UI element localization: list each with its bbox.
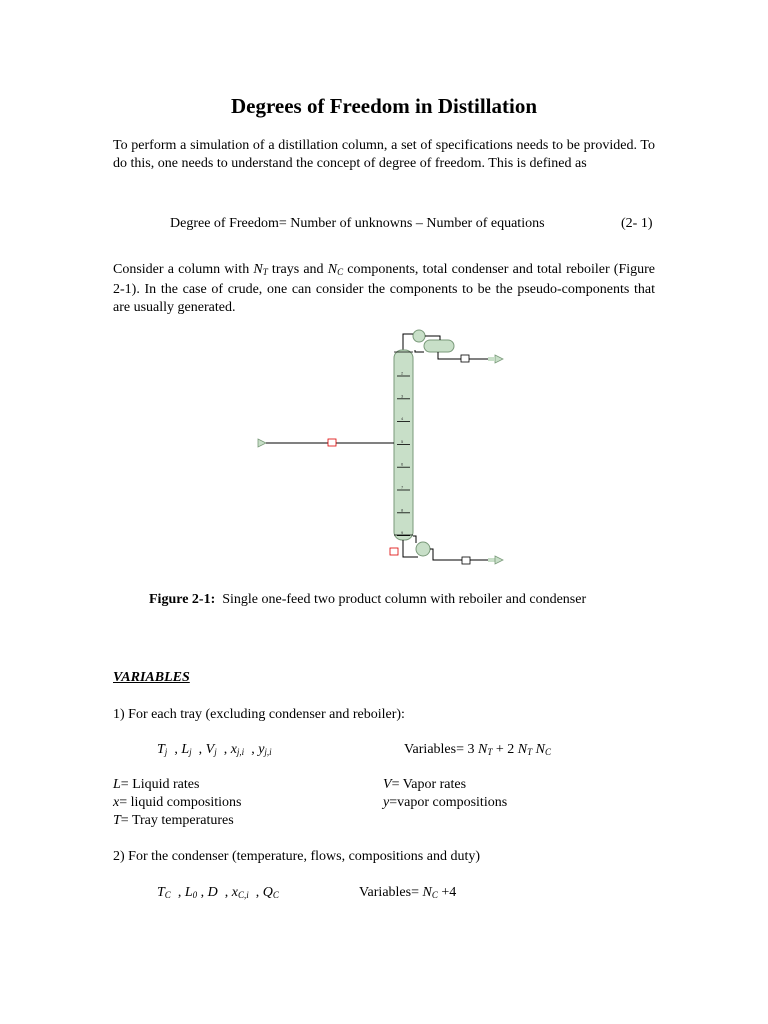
column-shell: [394, 350, 413, 540]
def-vapor-compositions: y=vapor compositions: [383, 795, 508, 810]
nt-symbol: $N_T$: [253, 262, 268, 277]
def-liquid-rates: L= Liquid rates: [113, 777, 200, 792]
boilup-line: [413, 536, 416, 543]
tray-variables-heading: 1) For each tray (excluding condenser and reboiler):: [113, 707, 405, 722]
para2-text-3: components, total condenser and total reboiler (Figure 2-1). In the case of crude, one can consider the components to be the pseudo-components that are usually generated.: [113, 262, 655, 315]
distillate-arrow-icon: [495, 355, 503, 363]
condenser-to-drum-line: [425, 336, 440, 340]
distillate-stream-label: [461, 355, 469, 362]
tray-number: 4: [401, 416, 404, 422]
tray-number: 9: [401, 530, 404, 536]
reboiler-duty-label: [390, 548, 398, 555]
figure-caption-label: Figure 2-1:: [149, 592, 216, 607]
def-v-text: = Vapor rates: [391, 777, 467, 792]
page-title: Degrees of Freedom in Distillation: [230, 94, 537, 118]
equation-number: (2- 1): [621, 216, 653, 231]
condenser-variable-count: Variables= $N_C +4$: [359, 885, 457, 900]
equation-text: Degree of Freedom= Number of unknowns – Number of equations: [170, 216, 545, 231]
variables-heading: VARIABLES: [113, 670, 190, 685]
intro-paragraph: To perform a simulation of a distillation column, a set of specifications needs to be provided. To do this, one needs to understand the concept of degree of freedom. This is defined as: [113, 138, 655, 171]
bottoms-stream-label: [462, 557, 470, 564]
feed-stream-label: [328, 439, 336, 446]
condenser-variable-list: $T_C$ , $L_0$ , D , $x_{C,i}$ , $Q_C$: [157, 885, 279, 900]
condenser-count-suffix: +4: [437, 885, 457, 900]
tray-number: 6: [401, 461, 404, 467]
reflux-line: [415, 350, 424, 352]
def-vapor-rates: V= Vapor rates: [383, 777, 467, 792]
def-y-text: =vapor compositions: [389, 795, 508, 810]
condenser-icon: [413, 330, 425, 342]
tray-number: 5: [401, 438, 404, 444]
figure-caption-text: Single one-feed two product column with reboiler and condenser: [222, 592, 587, 607]
condenser-count-prefix: Variables=: [359, 885, 423, 900]
feed-arrow-icon: [258, 439, 266, 447]
para2-text-1: Consider a column with: [113, 262, 254, 277]
tray-number: 8: [401, 507, 404, 513]
tray-count-mid: + 2: [492, 742, 518, 757]
tray-number: 2: [401, 370, 404, 376]
reflux-drum-icon: [424, 340, 454, 352]
tray-variable-count: Variables= 3 $N_T + 2$ $N_T$ $N_C$: [404, 742, 551, 757]
column-description-paragraph: [113, 261, 655, 317]
figure-caption: [149, 592, 586, 608]
tray-number: 7: [401, 484, 404, 490]
def-l-text: = Liquid rates: [120, 777, 200, 792]
para2-text-2: trays and: [267, 262, 328, 277]
def-liquid-compositions: x= liquid compositions: [113, 795, 242, 810]
def-tray-temperatures: T= Tray temperatures: [113, 813, 234, 828]
tray-count-prefix: Variables= 3: [404, 742, 478, 757]
distillation-column-figure: [240, 322, 540, 574]
reboiler-icon: [416, 542, 430, 556]
tray-number: 3: [401, 393, 404, 399]
bottoms-arrow-icon: [495, 556, 503, 564]
condenser-variables-heading: 2) For the condenser (temperature, flows, compositions and duty): [113, 849, 481, 864]
def-t-text: = Tray temperatures: [120, 813, 234, 828]
overhead-vapor-line: [403, 334, 413, 350]
def-x-text: = liquid compositions: [119, 795, 242, 810]
nc-symbol: $N_C$: [327, 262, 344, 277]
tray-variable-list: $T_j$ , $L_j$ , $V_j$ , $x_{j,i}$ , $y_{j,i}$: [157, 742, 272, 757]
